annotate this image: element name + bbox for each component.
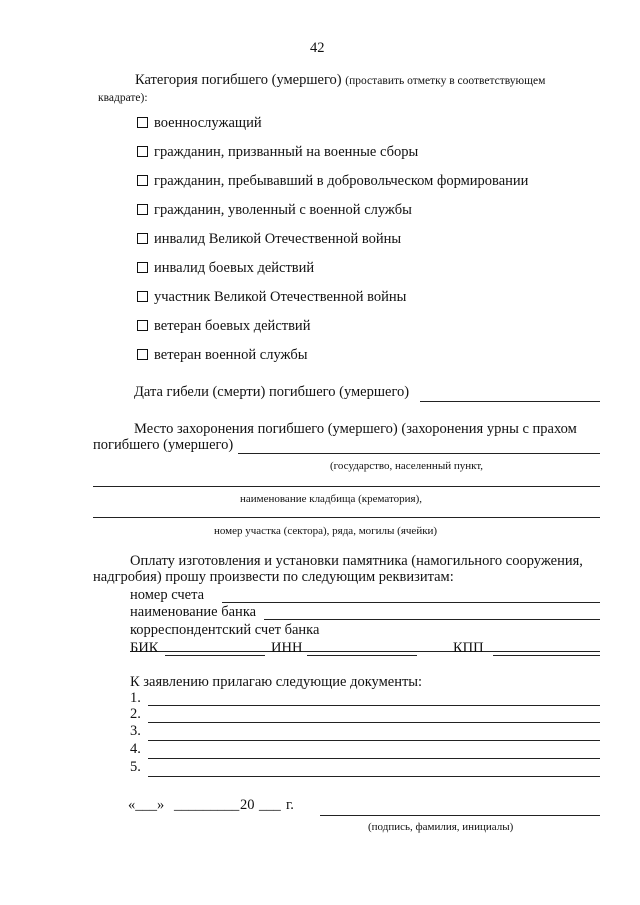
account-label: номер счета [130, 587, 205, 603]
inn-field[interactable] [307, 655, 417, 656]
checkbox-service-veteran[interactable] [137, 349, 148, 360]
option-label: гражданин, призванный на военные сборы [154, 144, 419, 160]
document-number: 3. [130, 723, 141, 739]
corr-account-label: корреспондентский счет банка [130, 622, 320, 638]
signature-caption: (подпись, фамилия, инициалы) [368, 821, 514, 833]
corr-account-field[interactable] [130, 651, 600, 652]
checkbox-military[interactable] [137, 117, 148, 128]
option-label: гражданин, уволенный с военной службы [154, 202, 412, 218]
category-heading [135, 72, 545, 89]
checkbox-combat-veteran[interactable] [137, 320, 148, 331]
document-number: 4. [130, 741, 141, 757]
death-date-field[interactable] [420, 401, 600, 402]
documents-heading: К заявлению прилагаю следующие документы: [130, 674, 423, 690]
hint-state: (государство, населенный пункт, [330, 460, 484, 472]
date-year-suffix: г. [286, 797, 294, 813]
category-heading-note-cont: квадрате): [98, 92, 148, 104]
option-label: ветеран боевых действий [154, 318, 311, 334]
document-field-4[interactable] [148, 758, 600, 759]
burial-field-1[interactable] [238, 453, 600, 454]
hint-cemetery: наименование кладбища (крематория), [240, 493, 423, 505]
date-day[interactable]: «___» [128, 797, 165, 813]
option-label: гражданин, пребывавший в добровольческом формировании [154, 173, 529, 189]
option-label: военнослужащий [154, 115, 262, 131]
date-month[interactable]: _________ [174, 797, 240, 813]
bik-label: БИК [130, 640, 159, 656]
kpp-field[interactable] [493, 655, 600, 656]
bik-field[interactable] [165, 655, 265, 656]
checkbox-wwii-invalid[interactable] [137, 233, 148, 244]
document-field-1[interactable] [148, 705, 600, 706]
document-number: 1. [130, 690, 141, 706]
option-label: ветеран военной службы [154, 347, 308, 363]
inn-label: ИНН [271, 640, 303, 656]
page-number: 42 [310, 40, 325, 56]
checkbox-volunteer[interactable] [137, 175, 148, 186]
document-field-3[interactable] [148, 740, 600, 741]
burial-line-1: Место захоронения погибшего (умершего) (захоронения урны с прахом [134, 421, 577, 437]
checkbox-military-camp[interactable] [137, 146, 148, 157]
checkbox-combat-invalid[interactable] [137, 262, 148, 273]
date-year-prefix: 20 [240, 797, 255, 813]
document-field-2[interactable] [148, 722, 600, 723]
burial-field-3[interactable] [93, 517, 600, 518]
signature-field[interactable] [320, 815, 600, 816]
document-number: 2. [130, 706, 141, 722]
bank-label: наименование банка [130, 604, 257, 620]
checkbox-discharged[interactable] [137, 204, 148, 215]
option-label: инвалид боевых действий [154, 260, 315, 276]
document-number: 5. [130, 759, 141, 775]
category-heading-main: Категория погибшего (умершего) [135, 72, 342, 88]
burial-field-2[interactable] [93, 486, 600, 487]
hint-plot: номер участка (сектора), ряда, могилы (ячейки) [214, 525, 438, 537]
bank-field[interactable] [264, 619, 600, 620]
category-heading-note: (проставить отметку в соответствующем [345, 75, 546, 87]
burial-line-2: погибшего (умершего) [93, 437, 234, 453]
kpp-label: КПП [453, 640, 484, 656]
payment-line-1: Оплату изготовления и установки памятника (намогильного сооружения, [130, 553, 583, 569]
account-field[interactable] [222, 602, 600, 603]
option-label: инвалид Великой Отечественной войны [154, 231, 402, 247]
date-year[interactable]: ___ [259, 797, 281, 813]
option-label: участник Великой Отечественной войны [154, 289, 407, 305]
document-field-5[interactable] [148, 776, 600, 777]
checkbox-wwii-participant[interactable] [137, 291, 148, 302]
payment-line-2: надгробия) прошу произвести по следующим реквизитам: [93, 569, 454, 585]
death-date-label: Дата гибели (смерти) погибшего (умершего) [134, 384, 410, 400]
